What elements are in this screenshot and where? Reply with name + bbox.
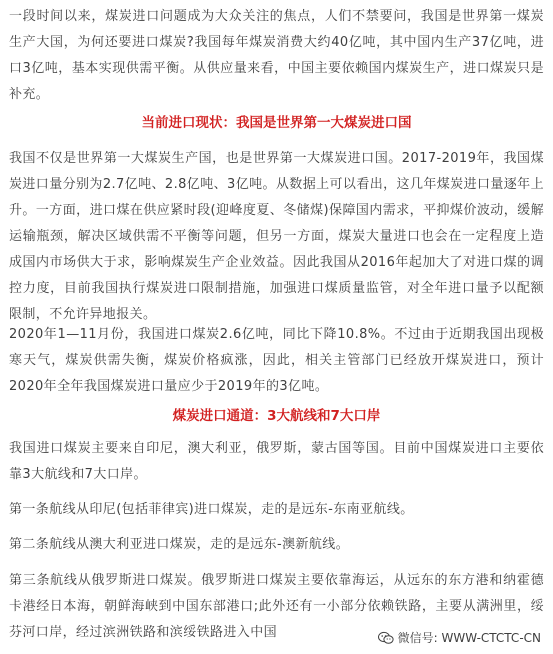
section-1-paragraph-2: 2020年1—11月份，我国进口煤炭2.6亿吨，同比下降10.8%。不过由于近期我国出现极寒天气，煤炭供需失衡，煤炭价格疯涨，因此，相关主管部门已经放开煤炭进口，预计2020年全年我国煤炭进口量应少于2019年的3亿吨。 xyxy=(9,327,544,394)
section-2-paragraph-3: 第二条航线从澳大利亚进口煤炭，走的是远东-澳新航线。 xyxy=(9,537,350,552)
watermark-label: 微信号: WWW-CTCTC-CN xyxy=(397,631,541,645)
intro-paragraph: 一段时间以来，煤炭进口问题成为大众关注的焦点，人们不禁要问，我国是世界第一煤炭生产大国，为何还要进口煤炭?我国每年煤炭消费大约40亿吨，其中国内生产37亿吨，进口3亿吨，基本实现供需平衡。从供应量来看，中国主要依赖国内煤炭生产，进口煤炭只是补充。 xyxy=(9,9,544,102)
section-2-paragraph-1: 我国进口煤炭主要来自印尼，澳大利亚，俄罗斯，蒙古国等国。目前中国煤炭进口主要依靠3大航线和7大口岸。 xyxy=(9,441,544,482)
wechat-icon xyxy=(378,631,394,645)
section-2-paragraph-2: 第一条航线从印尼(包括菲律宾)进口煤炭，走的是远东-东南亚航线。 xyxy=(9,502,414,517)
section-1-paragraph-1: 我国不仅是世界第一大煤炭生产国，也是世界第一大煤炭进口国。2017-2019年，我国煤炭进口量分别为2.7亿吨、2.8亿吨、3亿吨。从数据上可以看出，这几年煤炭进口量逐年上升。一方面，进口煤在供应紧时段(迎峰度夏、冬储煤)保障国内需求，平抑煤价波动，缓解运输瓶颈，解决区域供需不平衡等问题，但另一方面，煤炭大量进口也会在一定程度上造成国内市场供大于求，影响煤炭生产企业效益。因此我国从2016年起加大了对进口煤的调控力度，目前我国执行煤炭进口限制措施，加强进口煤质量监管，对全年进口量予以配额限制，不允许异地报关。 xyxy=(9,151,544,322)
wechat-watermark xyxy=(376,627,545,648)
section-2-paragraph-4: 第三条航线从俄罗斯进口煤炭。俄罗斯进口煤炭主要依靠海运，从远东的东方港和纳霍德卡港经日本海，朝鲜海峡到中国东部港口;此外还有一小部分依赖铁路，主要从满洲里，绥芬河口岸，经过滨洲铁路和滨绥铁路进入中国 xyxy=(9,573,544,640)
section-heading-import-status: 当前进口现状：我国是世界第一大煤炭进口国 xyxy=(141,115,412,131)
section-heading-import-channels: 煤炭进口通道：3大航线和7大口岸 xyxy=(172,408,381,424)
